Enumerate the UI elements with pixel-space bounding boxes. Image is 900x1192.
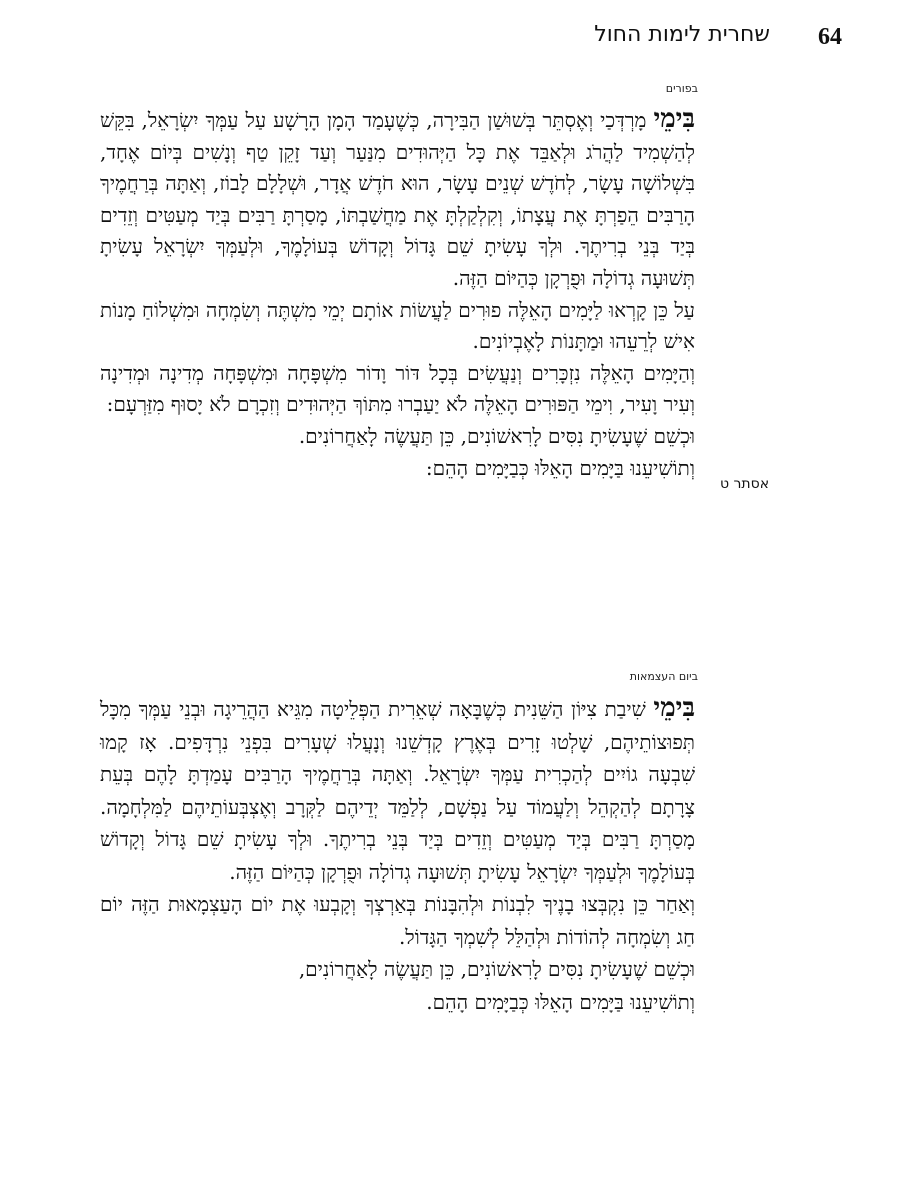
paragraph-text: מָרְדְּכַי וְאֶסְתֵּר בְּשׁוּשַׁן הַבִּירָה, כְּשֶׁעָמַד הָמָן הָרָשָׁע עַל עַמְּךָ יִשְׂרָאֵל, בִּקֵּשׁ לְהַשְׁמִיד לַהֲרֹג וּלְאַבֵּד אֶת כָּל הַיְּהוּדִים מִנַּעַר וְעַד זָקֵן טַף וְנָשִׁים בְּיוֹם אֶחָד, בִּשְׁלוֹשָׁה עָשָׂר, לְחֹדֶשׁ שְׁנֵים עָשָׂר, הוּא חֹדֶשׁ אֲדָר, וּשְׁלָלָם לָבוֹז, וְאַתָּה בְּרַחֲמֶיךָ הָרַבִּים הֵפַרְתָּ אֶת עֲצָתוֹ, וְקִלְקַלְתָּ אֶת מַחֲשַׁבְתּוֹ, מָסַרְתָּ רַבִּים בְּיַד מְעַטִּים וְזֵדִים בְּיַד בְּנֵי בְרִיתֶךָ. וּלְךָ עָשִׂיתָ שֵׁם גָּדוֹל וְקָדוֹשׁ בְּעוֹלָמֶךָ, וּלְעַמְּךָ יִשְׂרָאֵל עָשִׂיתָ תְּשׁוּעָה גְדוֹלָה וּפֻרְקָן כְּהַיּוֹם הַזֶּה. (100, 108, 695, 290)
purim-paragraph-3: וְהַיָּמִים הָאֵלֶּה נִזְכָּרִים וְנַעֲשִׂים בְּכָל דּוֹר וָדוֹר מִשְׁפָּחָה וּמִשְׁפָּחָה מְדִינָה וּמְדִינָה וְעִיר וָעִיר, וִימֵי הַפּוּרִים הָאֵלֶּה לֹא יַעַבְרוּ מִתּוֹךְ הַיְּהוּדִים וְזִכְרָם לֹא יָסוּף מִזַּרְעָם: (100, 360, 695, 417)
paragraph-text: שִׁיבַת צִיּוֹן הַשֵּׁנִית כְּשֶׁבָּאָה שְׁאֵרִית הַפְּלֵיטָה מִגֵּיא הַהֲרֵיגָה וּבְנֵי עַמְּךָ מִכָּל תְּפוּצוֹתֵיהֶם, שָׁלְטוּ זָרִים בְּאֶרֶץ קָדְשֵׁנוּ וְנָעֲלוּ שְׁעָרִים בִּפְנֵי נִרְדָּפִים. אָז קָמוּ שִׁבְעָה גוֹיִים לְהַכְרִית עַמְּךָ יִשְׂרָאֵל. וְאַתָּה בְּרַחֲמֶיךָ הָרַבִּים עָמַדְתָּ לָהֶם בְּעֵת צָרָתָם לְהַקְהֵל וְלַעֲמוֹד עַל נַפְשָׁם, לְלַמֵּד יְדֵיהֶם לַקְּרָב וְאֶצְבְּעוֹתֵיהֶם לַמִּלְחָמָה. מָסַרְתָּ רַבִּים בְּיַד מְעַטִּים וְזֵדִים בְּיַד בְּנֵי בְרִיתֶךָ. וּלְךָ עָשִׂיתָ שֵׁם גָּדוֹל וְקָדוֹשׁ בְּעוֹלָמֶךָ וּלְעַמְּךָ יִשְׂרָאֵל עָשִׂיתָ תְּשׁוּעָה גְדוֹלָה וּפֻרְקָן כְּהַיּוֹם הַזֶּה. (100, 697, 696, 884)
purim-paragraph-1 (100, 104, 695, 295)
purim-paragraph-2: עַל כֵּן קָרְאוּ לַיָּמִים הָאֵלֶּה פוּרִים לַעֲשׂוֹת אוֹתָם יְמֵי מִשְׁתֶּה וְשִׂמְחָה וּמִשְׁלוֹחַ מָנוֹת אִישׁ לְרֵעֵהוּ וּמַתָּנוֹת לָאֶבְיוֹנִים. (100, 297, 695, 354)
yom-haatzmaut-paragraph-1 (100, 692, 695, 888)
purim-paragraph-5: וְתוֹשִׁיעֵנוּ בַּיָּמִים הָאֵלּוּ כְּבַיָּמִים הָהֵם: (425, 455, 695, 480)
purim-prayer (100, 104, 695, 484)
page-number: 64 (818, 24, 842, 50)
margin-source-note: אסתר ט (720, 476, 770, 492)
section-label-purim: בפורים (665, 82, 698, 95)
section-label-yom-haatzmaut: ביום העצמאות (629, 670, 698, 683)
opening-word: בִּימֵי (653, 693, 695, 723)
yom-haatzmaut-paragraph-3: וּכְשֵׁם שֶׁעָשִׂיתָ נִסִּים לָרִאשׁוֹנִים, כֵּן תַּעֲשֶׂה לָאַחֲרוֹנִים, (298, 957, 695, 981)
page-header (0, 22, 900, 58)
opening-word: בִּימֵי (653, 104, 696, 134)
yom-haatzmaut-paragraph-2: וְאַחַר כֵּן נִקְבְּצוּ בָנֶיךָ לִבְנוֹת וּלְהִבָּנוֹת בְּאַרְצְךָ וְקָבְעוּ אֶת יוֹם הָעַצְמָאוּת הַזֶּה יוֹם חַג וְשִׂמְחָה לְהוֹדוֹת וּלְהַלֵּל לְשִׁמְךָ הַגָּדוֹל. (100, 892, 695, 949)
running-title: שחרית לימות החול (594, 22, 770, 47)
yom-haatzmaut-prayer (100, 692, 695, 1018)
yom-haatzmaut-paragraph-4: וְתוֹשִׁיעֵנוּ בַּיָּמִים הָאֵלּוּ כְּבַיָּמִים הָהֵם. (426, 989, 695, 1014)
purim-paragraph-4: וּכְשֵׁם שֶׁעָשִׂיתָ נִסִּים לָרִאשׁוֹנִים, כֵּן תַּעֲשֶׂה לָאַחֲרוֹנִים. (298, 423, 695, 448)
